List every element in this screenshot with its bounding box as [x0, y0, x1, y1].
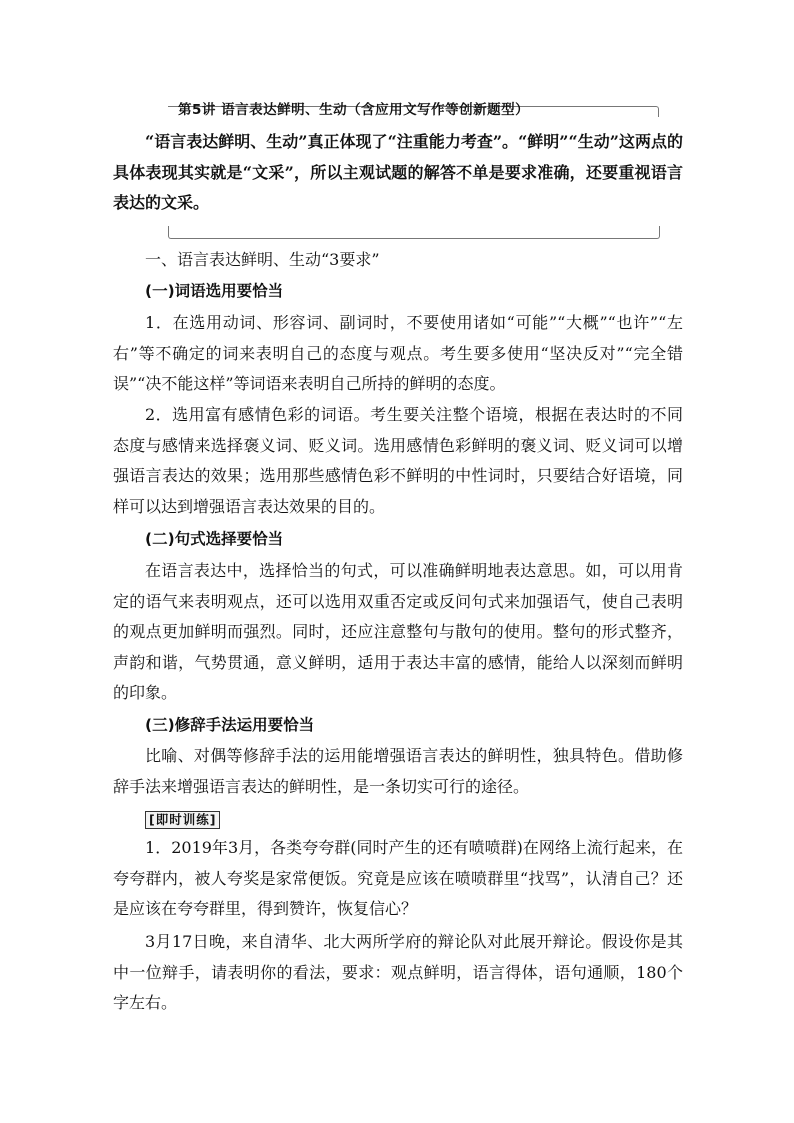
sub-heading-1: (一)词语选用要恰当 [145, 282, 284, 300]
paragraph-3-1: 比喻、对偶等修辞手法的运用能增强语言表达的鲜明性，独具特色。借助修辞手法来增强语言表达的鲜明性，是一条切实可行的途径。 [113, 746, 683, 796]
practice-question-1: 1．2019年3月，各类夸夸群(同时产生的还有喷喷群)在网络上流行起来，在夸夸群内，被人夸奖是家常便饭。究竟是应该在喷喷群里“找骂”，认清自己？还是应该在夸夸群里，得到赞许，恢复信心？ [113, 838, 683, 918]
page-title: 第5讲 语言表达鲜明、生动（含应用文写作等创新题型） [178, 102, 530, 118]
sub-heading-3: (三)修辞手法运用要恰当 [145, 716, 315, 734]
practice-question-1-task: 3月17日晚，来自清华、北大两所学府的辩论队对此展开辩论。假设你是其中一位辩手，请表明你的看法，要求：观点鲜明，语言得体，语句通顺，180个字左右。 [113, 932, 683, 1012]
intro-bracket [168, 226, 660, 239]
paragraph-1-2: 2．选用富有感情色彩的词语。考生要关注整个语境，根据在表达时的不同态度与感情来选择褒义词、贬义词。选用感情色彩鲜明的褒义词、贬义词可以增强语言表达的效果；选用那些感情色彩不鲜明的中性词时，只要结合好语境，同样可以达到增强语言表达效果的目的。 [113, 405, 683, 516]
sub-heading-2: (二)句式选择要恰当 [145, 530, 284, 548]
section-heading: 一、语言表达鲜明、生动“3要求” [145, 250, 380, 269]
practice-tag: [即时训练] [145, 811, 220, 829]
paragraph-2-1: 在语言表达中，选择恰当的句式，可以准确鲜明地表达意思。如，可以用肯定的语气来表明观点，还可以选用双重否定或反问句式来加强语气，使自己表明的观点更加鲜明而强烈。同时，还应注意整句与散句的使用。整句的形式整齐，声韵和谐，气势贯通，意义鲜明，适用于表达丰富的感情，能给人以深刻而鲜明的印象。 [113, 561, 683, 702]
intro-paragraph: “语言表达鲜明、生动”真正体现了“注重能力考查”。“鲜明”“生动”这两点的具体表现其实就是“文采”，所以主观试题的解答不单是要求准确，还要重视语言表达的文采。 [113, 132, 683, 212]
paragraph-1-1: 1．在选用动词、形容词、副词时，不要使用诸如“可能”“大概”“也许”“左右”等不确定的词来表明自己的态度与观点。考生要多使用“坚决反对”“完全错误”“决不能这样”等词语来表明自己所持的鲜明的态度。 [113, 313, 683, 393]
